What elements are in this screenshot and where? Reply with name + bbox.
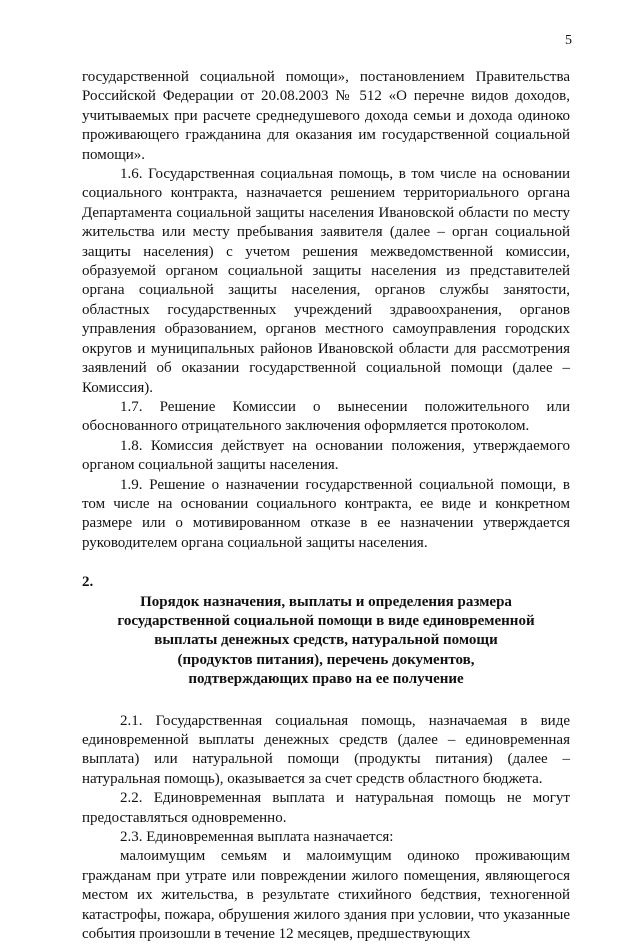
paragraph-1-6: 1.6. Государственная социальная помощь, в том числе на основании социального контракта, назначается решением территориального органа Департамента социальной защиты населения Ивановской области по месту жительства или месту пребывания заявителя (далее – орган социальной защиты населения) с учетом решения межведомственной комиссии, образуемой органом социальной защиты населения из представителей органа социальной защиты населения, органов службы занятости, областных государственных учреждений здравоохранения, органов управления образованием, органов местного самоуправления городских округов и муниципальных районов Ивановской области для рассмотрения заявлений об оказании государственной социальной помощи (далее – Комиссия).	[82, 166, 570, 396]
section-number: 2.	[82, 574, 94, 591]
document-body	[82, 68, 570, 944]
section-title-line-3: выплаты денежных средств, натуральной помощи	[154, 632, 498, 649]
section-title-line-1: Порядок назначения, выплаты и определения размера	[140, 593, 512, 610]
section-heading-line	[82, 573, 570, 612]
section-title-line-4: (продуктов питания), перечень документов,	[177, 651, 475, 668]
paragraph-1-7: 1.7. Решение Комиссии о вынесении положительного или обоснованного отрицательного заключения оформляется протоколом.	[82, 398, 570, 435]
section-title-line-5: подтверждающих право на ее получение	[188, 671, 464, 688]
paragraph-2-1: 2.1. Государственная социальная помощь, назначаемая в виде единовременной выплаты денежных средств (далее – единовременная выплата) или натуральной помощи (продукты питания) (далее – натуральная помощь), оказывается за счет средств областного бюджета.	[82, 712, 570, 787]
paragraph: государственной социальной помощи», постановлением Правительства Российской Федерации от 20.08.2003 № 512 «О перечне видов доходов, учитываемых при расчете среднедушевого дохода семьи и дохода одиноко проживающего гражданина для оказания им государственной социальной помощи».	[82, 69, 570, 163]
paragraph-1-9: 1.9. Решение о назначении государственной социальной помощи, в том числе на основании социального контракта, ее виде и конкретном размере или о мотивированном отказе в ее назначении утверждается руководителем органа социальной защиты населения.	[82, 476, 570, 551]
page-number: 5	[565, 33, 572, 48]
paragraph-2-3: 2.3. Единовременная выплата назначается:	[120, 829, 394, 846]
paragraph-1-8: 1.8. Комиссия действует на основании положения, утверждаемого органом социальной защиты населения.	[82, 437, 570, 474]
section-heading	[82, 573, 570, 689]
paragraph-2-2: 2.2. Единовременная выплата и натуральная помощь не могут предоставляться одновременно.	[82, 790, 570, 826]
section-title-line-2: государственной социальной помощи в виде единовременной	[117, 612, 535, 629]
paragraph-2-3-item: малоимущим семьям и малоимущим одиноко проживающим гражданам при утрате или повреждении жилого помещения, являющегося местом их жительства, в результате стихийного бедствия, техногенной катастрофы, пожара, обрушения жилого здания при условии, что указанные события произошли в течение 12 месяцев, предшествующих	[82, 848, 570, 943]
